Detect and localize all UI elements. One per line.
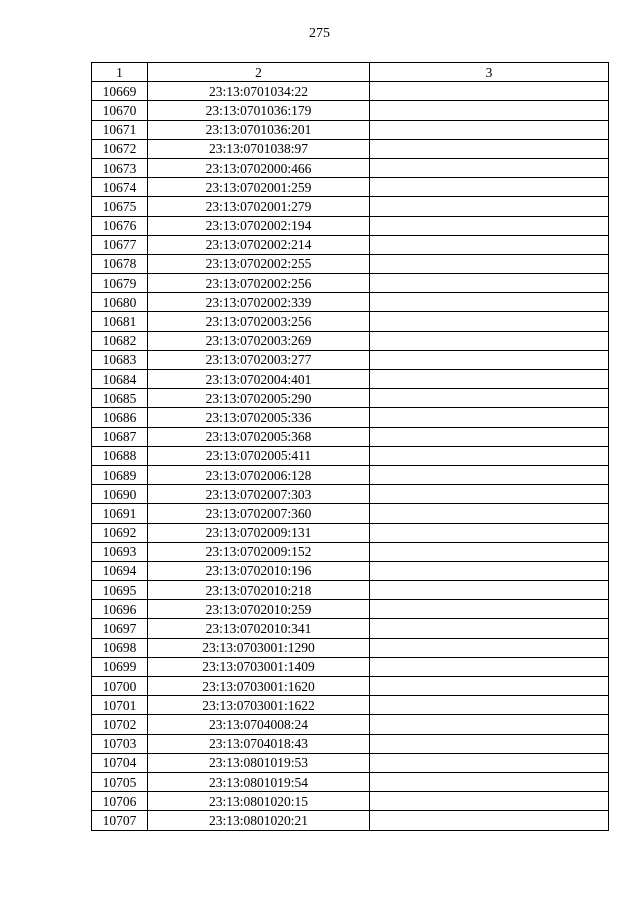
table-row xyxy=(92,523,609,542)
table-row xyxy=(92,465,609,484)
row-number-cell: 10697 xyxy=(92,619,148,638)
note-cell xyxy=(370,293,609,312)
note-cell xyxy=(370,139,609,158)
note-cell xyxy=(370,734,609,753)
table-row xyxy=(92,581,609,600)
table-row xyxy=(92,101,609,120)
table-row xyxy=(92,561,609,580)
cadastral-number-cell: 23:13:0801019:54 xyxy=(148,772,370,791)
column-header-3: 3 xyxy=(370,63,609,82)
row-number-cell: 10685 xyxy=(92,389,148,408)
row-number-cell: 10672 xyxy=(92,139,148,158)
cadastral-number-cell: 23:13:0703001:1620 xyxy=(148,677,370,696)
table-row xyxy=(92,82,609,101)
row-number-cell: 10682 xyxy=(92,331,148,350)
table-row xyxy=(92,677,609,696)
note-cell xyxy=(370,235,609,254)
cadastral-number-cell: 23:13:0702006:128 xyxy=(148,465,370,484)
note-cell xyxy=(370,389,609,408)
note-cell xyxy=(370,600,609,619)
table-row xyxy=(92,139,609,158)
table-row xyxy=(92,485,609,504)
row-number-cell: 10694 xyxy=(92,561,148,580)
cadastral-number-cell: 23:13:0702005:290 xyxy=(148,389,370,408)
page-number: 275 xyxy=(309,26,330,41)
note-cell xyxy=(370,753,609,772)
cadastral-number-cell: 23:13:0702002:255 xyxy=(148,254,370,273)
row-number-cell: 10675 xyxy=(92,197,148,216)
cadastral-number-cell: 23:13:0702001:279 xyxy=(148,197,370,216)
table-row xyxy=(92,197,609,216)
note-cell xyxy=(370,677,609,696)
table-row xyxy=(92,811,609,830)
row-number-cell: 10677 xyxy=(92,235,148,254)
table-row xyxy=(92,389,609,408)
cadastral-number-cell: 23:13:0702004:401 xyxy=(148,370,370,389)
cadastral-number-cell: 23:13:0702010:341 xyxy=(148,619,370,638)
table-row xyxy=(92,734,609,753)
row-number-cell: 10688 xyxy=(92,446,148,465)
note-cell xyxy=(370,772,609,791)
table-row xyxy=(92,370,609,389)
row-number-cell: 10686 xyxy=(92,408,148,427)
table-row xyxy=(92,235,609,254)
cadastral-number-cell: 23:13:0702002:194 xyxy=(148,216,370,235)
cadastral-number-cell: 23:13:0704008:24 xyxy=(148,715,370,734)
note-cell xyxy=(370,254,609,273)
note-cell xyxy=(370,485,609,504)
cadastral-table xyxy=(91,62,609,831)
cadastral-number-cell: 23:13:0702003:269 xyxy=(148,331,370,350)
cadastral-number-cell: 23:13:0703001:1409 xyxy=(148,657,370,676)
table-row xyxy=(92,753,609,772)
table-row xyxy=(92,158,609,177)
cadastral-number-cell: 23:13:0702000:466 xyxy=(148,158,370,177)
cadastral-number-cell: 23:13:0702001:259 xyxy=(148,178,370,197)
table-row xyxy=(92,254,609,273)
row-number-cell: 10669 xyxy=(92,82,148,101)
cadastral-number-cell: 23:13:0702002:214 xyxy=(148,235,370,254)
row-number-cell: 10699 xyxy=(92,657,148,676)
row-number-cell: 10676 xyxy=(92,216,148,235)
table-row xyxy=(92,312,609,331)
note-cell xyxy=(370,312,609,331)
cadastral-number-cell: 23:13:0702010:196 xyxy=(148,561,370,580)
cadastral-number-cell: 23:13:0702003:256 xyxy=(148,312,370,331)
note-cell xyxy=(370,619,609,638)
cadastral-number-cell: 23:13:0702005:411 xyxy=(148,446,370,465)
row-number-cell: 10701 xyxy=(92,696,148,715)
row-number-cell: 10703 xyxy=(92,734,148,753)
cadastral-number-cell: 23:13:0701036:201 xyxy=(148,120,370,139)
note-cell xyxy=(370,581,609,600)
row-number-cell: 10702 xyxy=(92,715,148,734)
row-number-cell: 10679 xyxy=(92,274,148,293)
table-row xyxy=(92,331,609,350)
cadastral-number-cell: 23:13:0701034:22 xyxy=(148,82,370,101)
row-number-cell: 10684 xyxy=(92,370,148,389)
table-row xyxy=(92,619,609,638)
note-cell xyxy=(370,178,609,197)
note-cell xyxy=(370,370,609,389)
table-row xyxy=(92,446,609,465)
table-row xyxy=(92,772,609,791)
row-number-cell: 10691 xyxy=(92,504,148,523)
note-cell xyxy=(370,715,609,734)
column-header-1: 1 xyxy=(92,63,148,82)
cadastral-number-cell: 23:13:0702009:131 xyxy=(148,523,370,542)
cadastral-number-cell: 23:13:0702007:360 xyxy=(148,504,370,523)
note-cell xyxy=(370,331,609,350)
row-number-cell: 10693 xyxy=(92,542,148,561)
table-row xyxy=(92,350,609,369)
row-number-cell: 10681 xyxy=(92,312,148,331)
row-number-cell: 10670 xyxy=(92,101,148,120)
note-cell xyxy=(370,408,609,427)
table-row xyxy=(92,792,609,811)
table-row xyxy=(92,657,609,676)
row-number-cell: 10678 xyxy=(92,254,148,273)
note-cell xyxy=(370,504,609,523)
note-cell xyxy=(370,101,609,120)
note-cell xyxy=(370,120,609,139)
note-cell xyxy=(370,82,609,101)
row-number-cell: 10689 xyxy=(92,465,148,484)
table-header-row xyxy=(92,63,609,82)
cadastral-number-cell: 23:13:0702002:256 xyxy=(148,274,370,293)
note-cell xyxy=(370,427,609,446)
row-number-cell: 10706 xyxy=(92,792,148,811)
table-row xyxy=(92,715,609,734)
note-cell xyxy=(370,638,609,657)
cadastral-number-cell: 23:13:0702005:368 xyxy=(148,427,370,446)
row-number-cell: 10700 xyxy=(92,677,148,696)
note-cell xyxy=(370,811,609,830)
note-cell xyxy=(370,446,609,465)
column-header-2: 2 xyxy=(148,63,370,82)
table-row xyxy=(92,274,609,293)
row-number-cell: 10671 xyxy=(92,120,148,139)
row-number-cell: 10698 xyxy=(92,638,148,657)
row-number-cell: 10690 xyxy=(92,485,148,504)
note-cell xyxy=(370,465,609,484)
table-row xyxy=(92,542,609,561)
cadastral-number-cell: 23:13:0702003:277 xyxy=(148,350,370,369)
note-cell xyxy=(370,158,609,177)
cadastral-number-cell: 23:13:0701038:97 xyxy=(148,139,370,158)
cadastral-number-cell: 23:13:0801019:53 xyxy=(148,753,370,772)
row-number-cell: 10695 xyxy=(92,581,148,600)
row-number-cell: 10683 xyxy=(92,350,148,369)
row-number-cell: 10696 xyxy=(92,600,148,619)
cadastral-number-cell: 23:13:0702010:259 xyxy=(148,600,370,619)
table-row xyxy=(92,120,609,139)
cadastral-number-cell: 23:13:0702002:339 xyxy=(148,293,370,312)
row-number-cell: 10704 xyxy=(92,753,148,772)
note-cell xyxy=(370,216,609,235)
cadastral-number-cell: 23:13:0702007:303 xyxy=(148,485,370,504)
table-row xyxy=(92,408,609,427)
note-cell xyxy=(370,696,609,715)
cadastral-number-cell: 23:13:0702005:336 xyxy=(148,408,370,427)
note-cell xyxy=(370,657,609,676)
table-row xyxy=(92,600,609,619)
cadastral-number-cell: 23:13:0801020:15 xyxy=(148,792,370,811)
note-cell xyxy=(370,197,609,216)
table-row xyxy=(92,638,609,657)
row-number-cell: 10673 xyxy=(92,158,148,177)
table-row xyxy=(92,178,609,197)
note-cell xyxy=(370,792,609,811)
table-row xyxy=(92,427,609,446)
row-number-cell: 10674 xyxy=(92,178,148,197)
cadastral-number-cell: 23:13:0801020:21 xyxy=(148,811,370,830)
row-number-cell: 10692 xyxy=(92,523,148,542)
note-cell xyxy=(370,561,609,580)
table-row xyxy=(92,504,609,523)
note-cell xyxy=(370,542,609,561)
cadastral-number-cell: 23:13:0703001:1622 xyxy=(148,696,370,715)
row-number-cell: 10680 xyxy=(92,293,148,312)
row-number-cell: 10705 xyxy=(92,772,148,791)
cadastral-number-cell: 23:13:0702010:218 xyxy=(148,581,370,600)
cadastral-number-cell: 23:13:0704018:43 xyxy=(148,734,370,753)
row-number-cell: 10707 xyxy=(92,811,148,830)
table-row xyxy=(92,696,609,715)
table-row xyxy=(92,293,609,312)
row-number-cell: 10687 xyxy=(92,427,148,446)
cadastral-number-cell: 23:13:0702009:152 xyxy=(148,542,370,561)
note-cell xyxy=(370,523,609,542)
note-cell xyxy=(370,274,609,293)
note-cell xyxy=(370,350,609,369)
cadastral-number-cell: 23:13:0703001:1290 xyxy=(148,638,370,657)
cadastral-number-cell: 23:13:0701036:179 xyxy=(148,101,370,120)
table-row xyxy=(92,216,609,235)
